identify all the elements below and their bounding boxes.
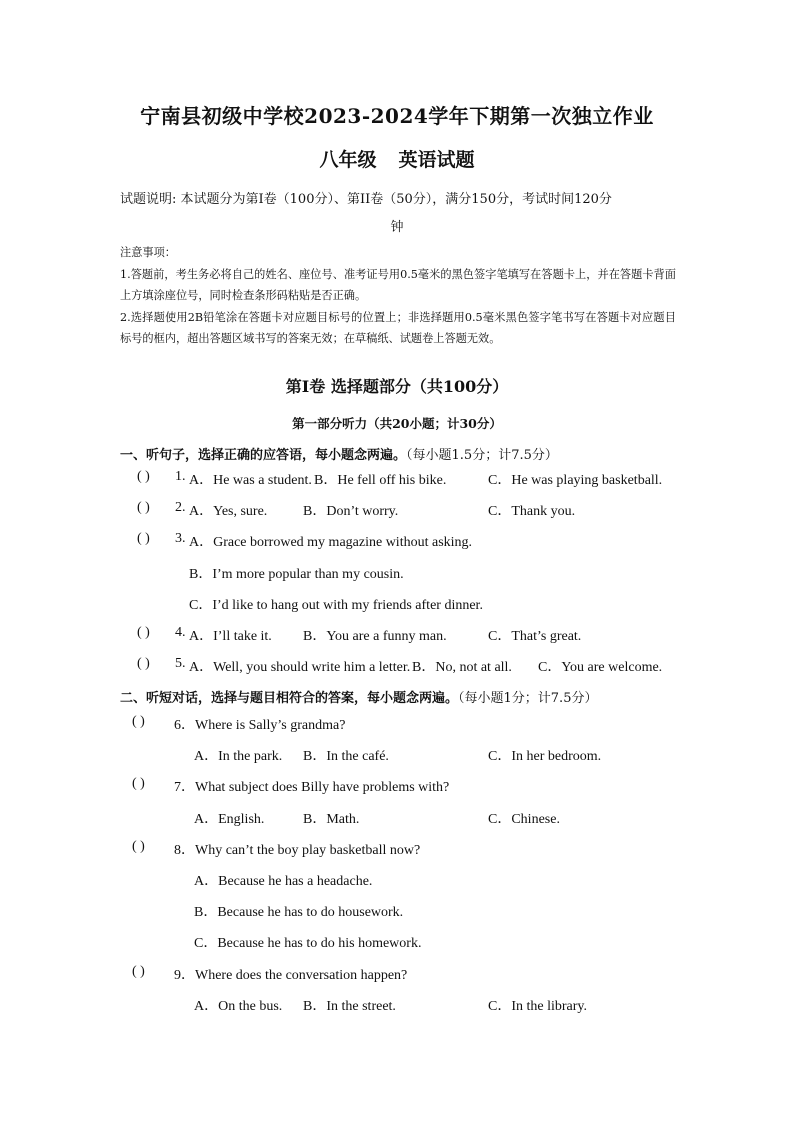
question-stem: 6．Where is Sally’s grandma? (174, 718, 346, 733)
heading-note: （每小题1分；计7.5分） (458, 691, 598, 706)
option-b: B．No, not at all. (412, 660, 512, 675)
option-a: A．I’ll take it. (189, 629, 272, 644)
option-b: B．Don’t worry. (303, 504, 399, 519)
question-number: 5. (175, 656, 186, 671)
option-a: A．On the bus. (194, 999, 283, 1014)
part-title: 第一部分听力（共20小题；计30分） (292, 416, 502, 431)
page-subtitle (0, 145, 794, 172)
heading-note: （每小题1.5分；计7.5分） (406, 448, 558, 463)
notes-heading: 注意事项： (120, 246, 176, 259)
answer-blank[interactable]: ( ) (137, 531, 150, 546)
exam-instructions-tail: 钟 (390, 220, 404, 235)
heading-main: 一、听句子，选择正确的应答语，每小题念两遍。 (120, 448, 407, 463)
answer-blank[interactable]: ( ) (132, 714, 145, 729)
note-item: 2.选择题使用2B铅笔涂在答题卡对应题目标号的位置上；非选择题用0.5毫米黑色签字笔书写在答题卡对应题目标号的框内，超出答题区域书写的答案无效；在草稿纸、试题卷上答题无效。 (120, 310, 676, 345)
option-c: C．He was playing basketball. (488, 473, 663, 488)
option-c: C．Because he has to do his homework. (194, 936, 422, 951)
option-c: C．Thank you. (488, 504, 576, 519)
option-c: C．In her bedroom. (488, 749, 602, 764)
option-b: B．He fell off his bike. (314, 473, 447, 488)
answer-blank[interactable]: ( ) (132, 964, 145, 979)
option-b: B．Math. (303, 812, 360, 827)
option-b: B．I’m more popular than my cousin. (189, 567, 404, 582)
exam-instructions: 试题说明: 本试题分为第I卷（100分）、第II卷（50分），满分150分，考试时间120分 (120, 192, 612, 207)
subject-label: 英语试题 (398, 149, 475, 171)
section-title: 第I卷 选择题部分（共100分） (285, 377, 509, 396)
answer-blank[interactable]: ( ) (132, 839, 145, 854)
answer-blank[interactable]: ( ) (137, 500, 150, 515)
question-stem: 8．Why can’t the boy play basketball now? (174, 843, 421, 858)
section-heading-a (120, 444, 558, 463)
notes-block (120, 242, 676, 350)
option-b: B．In the café. (303, 749, 389, 764)
option-b: B．Because he has to do housework. (194, 905, 404, 920)
note-item: 1.答题前，考生务必将自己的姓名、座位号、准考证号用0.5毫米的黑色签字笔填写在答题卡上，并在答题卡背面上方填涂座位号，同时检查条形码粘贴是否正确。 (120, 267, 676, 302)
answer-blank[interactable]: ( ) (137, 625, 150, 640)
option-a: A．Well, you should write him a letter. (189, 660, 411, 675)
heading-main: 二、听短对话，选择与题目相符合的答案，每小题念两遍。 (120, 691, 459, 706)
option-a: A．He was a student. (189, 473, 312, 488)
option-c: C．That’s great. (488, 629, 582, 644)
option-a: A．Because he has a headache. (194, 874, 373, 889)
option-c: C．In the library. (488, 999, 588, 1014)
section-heading-b (120, 687, 597, 706)
question-number: 2. (175, 500, 186, 515)
option-a: A．Yes, sure. (189, 504, 268, 519)
question-stem: 7．What subject does Billy have problems with? (174, 780, 450, 795)
grade-label: 八年级 (319, 149, 377, 171)
option-c: C．Chinese. (488, 812, 560, 827)
question-stem: 9．Where does the conversation happen? (174, 968, 408, 983)
question-number: 1. (175, 469, 186, 484)
option-a: A．Grace borrowed my magazine without asking. (189, 535, 473, 550)
option-c: C．I’d like to hang out with my friends after dinner. (189, 598, 483, 613)
question-number: 3. (175, 531, 186, 546)
option-b: B．You are a funny man. (303, 629, 447, 644)
answer-blank[interactable]: ( ) (132, 776, 145, 791)
option-a: A．English. (194, 812, 265, 827)
question-number: 4. (175, 625, 186, 640)
option-c: C．You are welcome. (538, 660, 663, 675)
answer-blank[interactable]: ( ) (137, 469, 150, 484)
option-a: A．In the park. (194, 749, 283, 764)
page-title: 宁南县初级中学校2023-2024学年下期第一次独立作业 (140, 104, 654, 128)
option-b: B．In the street. (303, 999, 396, 1014)
answer-blank[interactable]: ( ) (137, 656, 150, 671)
